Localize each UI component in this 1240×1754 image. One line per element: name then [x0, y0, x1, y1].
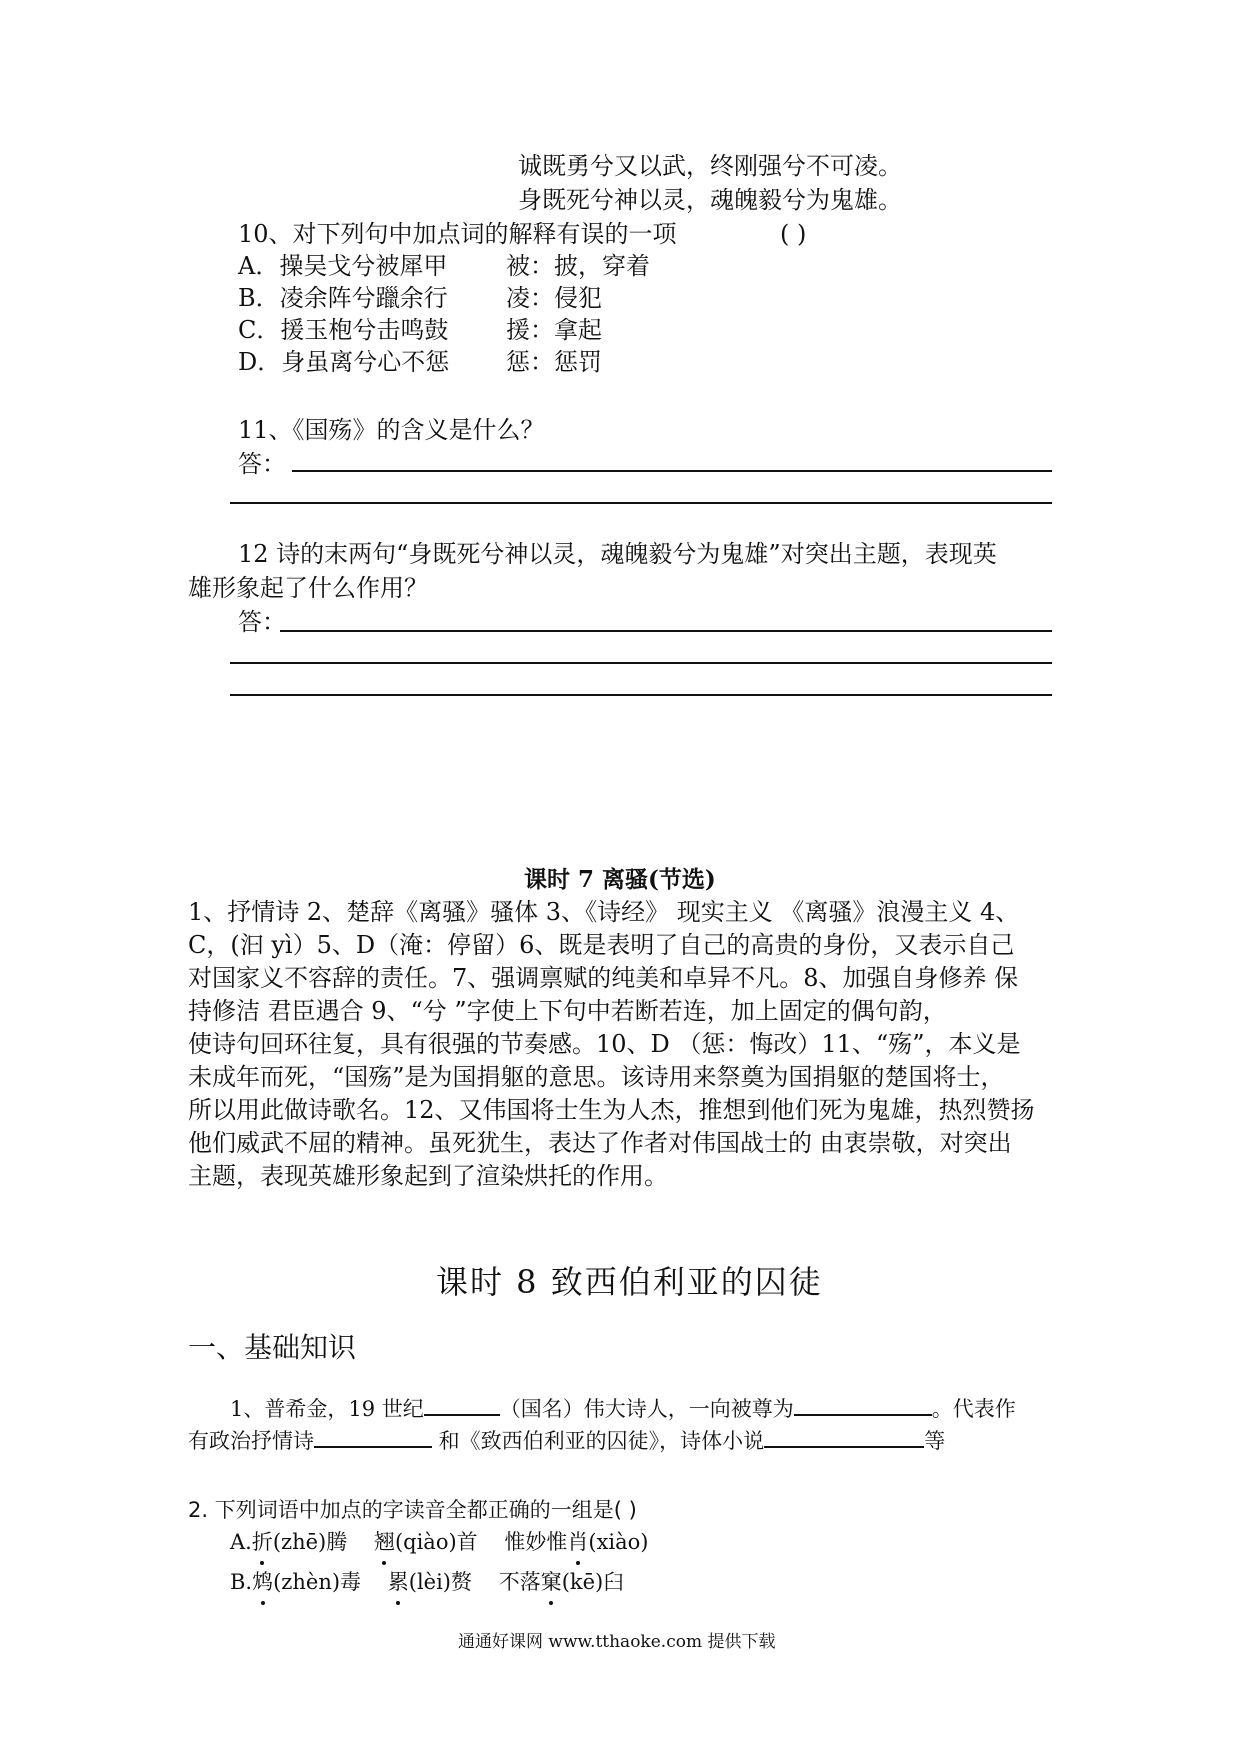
q12-answer-label: 答：	[238, 608, 286, 636]
lesson7-title: 课时 7 离骚(节选)	[524, 866, 716, 893]
q11-stem: 11、《国殇》的含义是什么？	[238, 416, 545, 444]
q1-blank-country[interactable]	[424, 1392, 500, 1416]
q12-answer-line-2[interactable]	[230, 662, 1052, 664]
optB-word-3-prefix: 不落	[498, 1570, 541, 1594]
q12-stem-line-2: 雄形象起了什么作用？	[188, 574, 428, 602]
q10-option-c-text: C．援玉枹兮击鸣鼓	[238, 316, 449, 344]
poem-line-2: 身既死兮神以灵，魂魄毅兮为鬼雄。	[518, 186, 902, 214]
lesson7-answer-line-4: 持修洁 君臣遇合 9、“兮 ”字使上下句中若断若连，加上固定的偶句韵，	[188, 997, 947, 1025]
q1-text-4: 有政治抒情诗	[188, 1429, 314, 1453]
poem-line-1: 诚既勇兮又以武，终刚强兮不可凌。	[518, 152, 902, 180]
optA-pinyin-3: (xiào)	[588, 1530, 649, 1554]
q1-text-2: （国名）伟大诗人，一向被尊为	[499, 1397, 794, 1421]
optA-label: A.	[230, 1530, 252, 1554]
lesson7-answer-line-8: 他们威武不屈的精神。虽死犹生，表达了作者对伟国战士的 由衷崇敬，对突出	[188, 1129, 1012, 1157]
q1-text-6: 等	[924, 1429, 946, 1453]
q10-option-a-text: A．操吴戈兮被犀甲	[238, 252, 448, 280]
lesson8-q1-line-2	[188, 1424, 945, 1457]
optB-pinyin-3: (kē)臼	[561, 1570, 625, 1594]
lesson7-answer-line-3: 对国家义不容辞的责任。7、强调禀赋的纯美和卓异不凡。8、加强自身修养 保	[188, 964, 1019, 992]
lesson7-answer-line-9: 主题，表现英雄形象起到了渲染烘托的作用。	[188, 1162, 668, 1190]
q10-stem: 10、对下列句中加点词的解释有误的一项	[238, 220, 677, 248]
q12-answer-line-1[interactable]	[280, 630, 1052, 632]
q1-text-5: 和《致西伯利亚的囚徒》，诗体小说	[432, 1429, 765, 1453]
q12-stem-line-1: 12 诗的末两句“身既死兮神以灵，魂魄毅兮为鬼雄”对突出主题，表现英	[238, 540, 997, 568]
optA-word-3-prefix: 惟妙惟	[504, 1530, 568, 1554]
lesson7-answer-line-1: 1、抒情诗 2、楚辞《离骚》骚体 3、《诗经》 现实主义 《离骚》浪漫主义 4、	[188, 898, 1020, 926]
q10-option-c	[238, 314, 448, 346]
optA-pinyin-2: (qiào)首	[394, 1530, 478, 1554]
q10-option-d-gloss: 惩：惩罚	[506, 348, 602, 376]
lesson7-answer-line-6: 未成年而死，“国殇”是为国捐躯的意思。该诗用来祭奠为国捐躯的楚国将士，	[188, 1063, 1005, 1091]
optB-pinyin-2: (lèi)赘	[408, 1570, 472, 1594]
q11-answer-line-1[interactable]	[292, 470, 1052, 472]
lesson7-answer-line-5: 使诗句回环往复，具有很强的节奏感。10、D （惩：悔改）11、“殇”，本义是	[188, 1030, 1021, 1058]
optB-dotted-char-2: 累	[388, 1566, 409, 1598]
lesson8-q2-option-a	[230, 1526, 648, 1558]
q1-text-1: 1、普希金，19 世纪	[230, 1397, 424, 1421]
footer-download-note: 通通好课网 www.tthaoke.com 提供下载	[458, 1632, 776, 1652]
optA-dotted-char-2: 翘	[374, 1526, 395, 1558]
q10-answer-paren: ( )	[780, 220, 807, 248]
optA-dotted-char-1: 折	[252, 1526, 273, 1558]
lesson7-answer-line-2: C，(汩 yì）5、D（淹：停留）6、既是表明了自己的高贵的身份，又表示自己	[188, 931, 1015, 959]
q11-answer-label: 答：	[238, 450, 286, 478]
q10-option-b	[238, 282, 448, 314]
lesson7-answer-line-7: 所以用此做诗歌名。12、又伟国将士生为人杰，推想到他们死为鬼雄，热烈赞扬	[188, 1096, 1035, 1124]
q1-blank-verse-novel[interactable]	[764, 1424, 924, 1448]
q10-option-b-text: B．凌余阵兮躐余行	[238, 284, 448, 312]
lesson8-q1-line-1	[230, 1392, 1016, 1425]
lesson8-title: 课时 8 致西伯利亚的囚徒	[436, 1263, 823, 1301]
q10-option-a	[238, 250, 447, 282]
q10-option-d	[238, 346, 449, 378]
q1-blank-title[interactable]	[794, 1392, 932, 1416]
q1-blank-political-poem[interactable]	[314, 1424, 432, 1448]
optA-pinyin-1: (zhē)腾	[272, 1530, 348, 1554]
lesson8-q2-option-b	[230, 1566, 624, 1598]
q10-option-a-gloss: 被：披，穿着	[506, 252, 650, 280]
q12-answer-line-3[interactable]	[230, 694, 1052, 696]
optB-pinyin-1: (zhèn)毒	[273, 1570, 362, 1594]
q10-option-b-gloss: 凌：侵犯	[506, 284, 602, 312]
q10-option-c-gloss: 援：拿起	[506, 316, 602, 344]
optA-dotted-char-3: 肖	[567, 1526, 588, 1558]
lesson8-q2-stem: 2. 下列词语中加点的字读音全都正确的一组是( )	[188, 1498, 637, 1522]
q11-answer-line-2[interactable]	[230, 502, 1052, 504]
optB-label: B.	[230, 1570, 253, 1594]
optB-dotted-char-3: 窠	[541, 1566, 562, 1598]
q1-text-3: 。代表作	[931, 1397, 1016, 1421]
optB-dotted-char-1: 鸩	[252, 1566, 273, 1598]
q10-option-d-text: D．身虽离兮心不惩	[238, 348, 450, 376]
section-heading-basics: 一、基础知识	[188, 1331, 357, 1364]
